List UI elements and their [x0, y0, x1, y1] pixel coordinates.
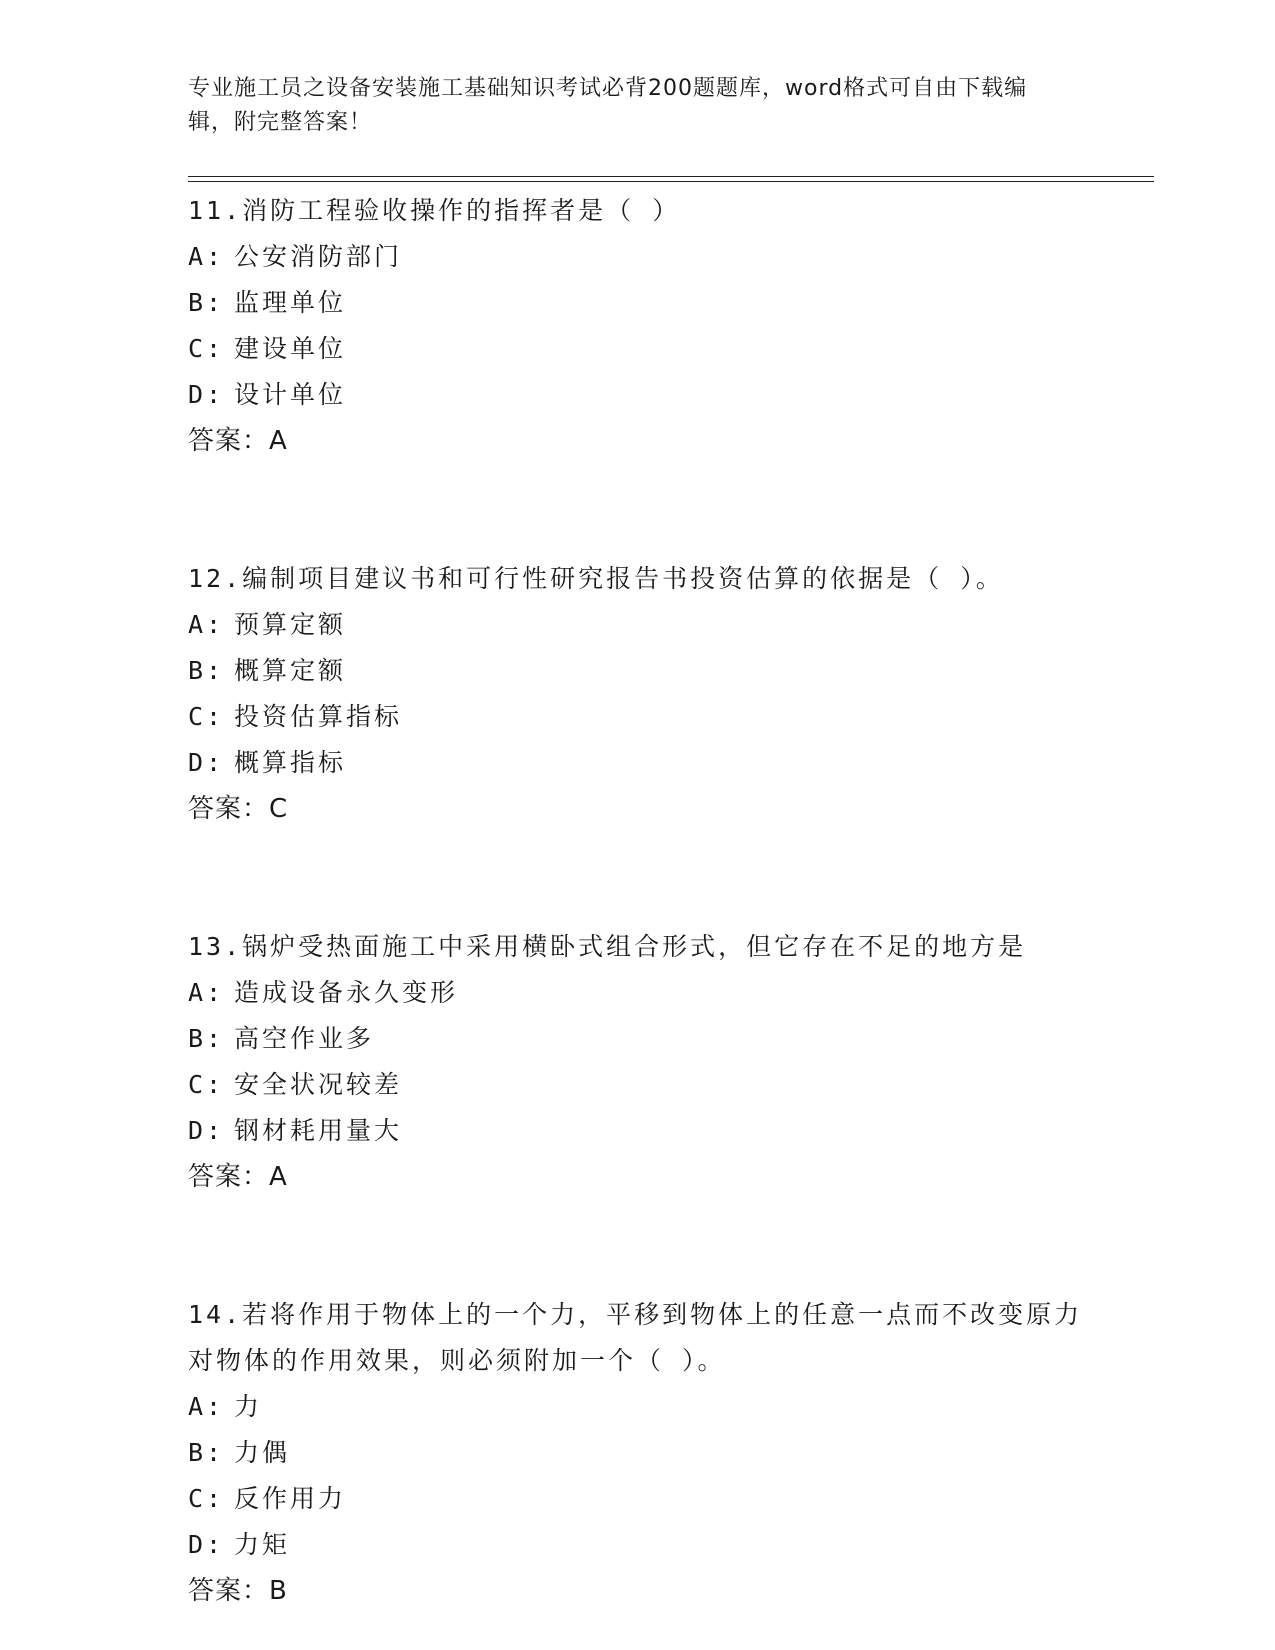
- option-letter: D:: [188, 748, 225, 777]
- answer-label: 答案：B: [188, 1576, 288, 1606]
- question-12: [188, 556, 1148, 832]
- option-letter: A:: [188, 1392, 225, 1421]
- option-letter: C:: [188, 1070, 225, 1099]
- option-text: 安全状况较差: [234, 1070, 403, 1099]
- option-c: [188, 326, 1148, 372]
- option-text: 设计单位: [234, 380, 347, 409]
- option-a: [188, 234, 1148, 280]
- option-b: [188, 280, 1148, 326]
- option-d: [188, 740, 1148, 786]
- answer-label: 答案：A: [188, 426, 288, 456]
- option-letter: B:: [188, 1438, 225, 1467]
- option-text: 力偶: [234, 1438, 291, 1467]
- header-divider-bottom: [188, 181, 1154, 182]
- answer-label: 答案：C: [188, 794, 289, 824]
- option-text: 反作用力: [234, 1484, 347, 1513]
- option-text: 投资估算指标: [234, 702, 403, 731]
- option-a: [188, 1384, 1148, 1430]
- option-letter: C:: [188, 1484, 225, 1513]
- option-text: 钢材耗用量大: [234, 1116, 403, 1145]
- option-text: 预算定额: [234, 610, 347, 639]
- option-text: 力矩: [234, 1530, 291, 1559]
- option-letter: B:: [188, 1024, 225, 1053]
- document-header-title: 专业施工员之设备安装施工基础知识考试必背200题题库，word格式可自由下载编辑，附完整答案！: [188, 76, 1028, 135]
- option-d: [188, 1522, 1148, 1568]
- question-stem: 12.编制项目建议书和可行性研究报告书投资估算的依据是（ ）。: [188, 564, 1004, 593]
- option-letter: D:: [188, 1530, 225, 1559]
- option-text: 概算指标: [234, 748, 347, 777]
- answer-label: 答案：A: [188, 1162, 288, 1192]
- option-d: [188, 1108, 1148, 1154]
- option-letter: A:: [188, 978, 225, 1007]
- option-letter: D:: [188, 380, 225, 409]
- option-c: [188, 1476, 1148, 1522]
- option-a: [188, 970, 1148, 1016]
- option-letter: A:: [188, 242, 225, 271]
- option-letter: B:: [188, 288, 225, 317]
- option-text: 高空作业多: [234, 1024, 375, 1053]
- option-text: 概算定额: [234, 656, 347, 685]
- option-letter: B:: [188, 656, 225, 685]
- question-11: [188, 188, 1148, 464]
- option-letter: C:: [188, 334, 225, 363]
- option-c: [188, 1062, 1148, 1108]
- option-b: [188, 1430, 1148, 1476]
- question-14: [188, 1292, 1148, 1614]
- question-stem: 14.若将作用于物体上的一个力，平移到物体上的任意一点而不改变原力对物体的作用效果，则必须附加一个（ ）。: [188, 1300, 1083, 1375]
- question-list: [188, 188, 1148, 1614]
- option-text: 公安消防部门: [234, 242, 403, 271]
- option-text: 造成设备永久变形: [234, 978, 459, 1007]
- question-stem: 11.消防工程验收操作的指挥者是（ ）: [188, 196, 681, 225]
- option-a: [188, 602, 1148, 648]
- option-text: 建设单位: [234, 334, 347, 363]
- option-b: [188, 1016, 1148, 1062]
- option-c: [188, 694, 1148, 740]
- option-text: 监理单位: [234, 288, 347, 317]
- option-letter: C:: [188, 702, 225, 731]
- option-letter: D:: [188, 1116, 225, 1145]
- option-b: [188, 648, 1148, 694]
- question-stem: 13.锅炉受热面施工中采用横卧式组合形式，但它存在不足的地方是: [188, 932, 1027, 961]
- option-letter: A:: [188, 610, 225, 639]
- option-d: [188, 372, 1148, 418]
- option-text: 力: [234, 1392, 263, 1421]
- header-divider-top: [188, 176, 1154, 177]
- question-13: [188, 924, 1148, 1200]
